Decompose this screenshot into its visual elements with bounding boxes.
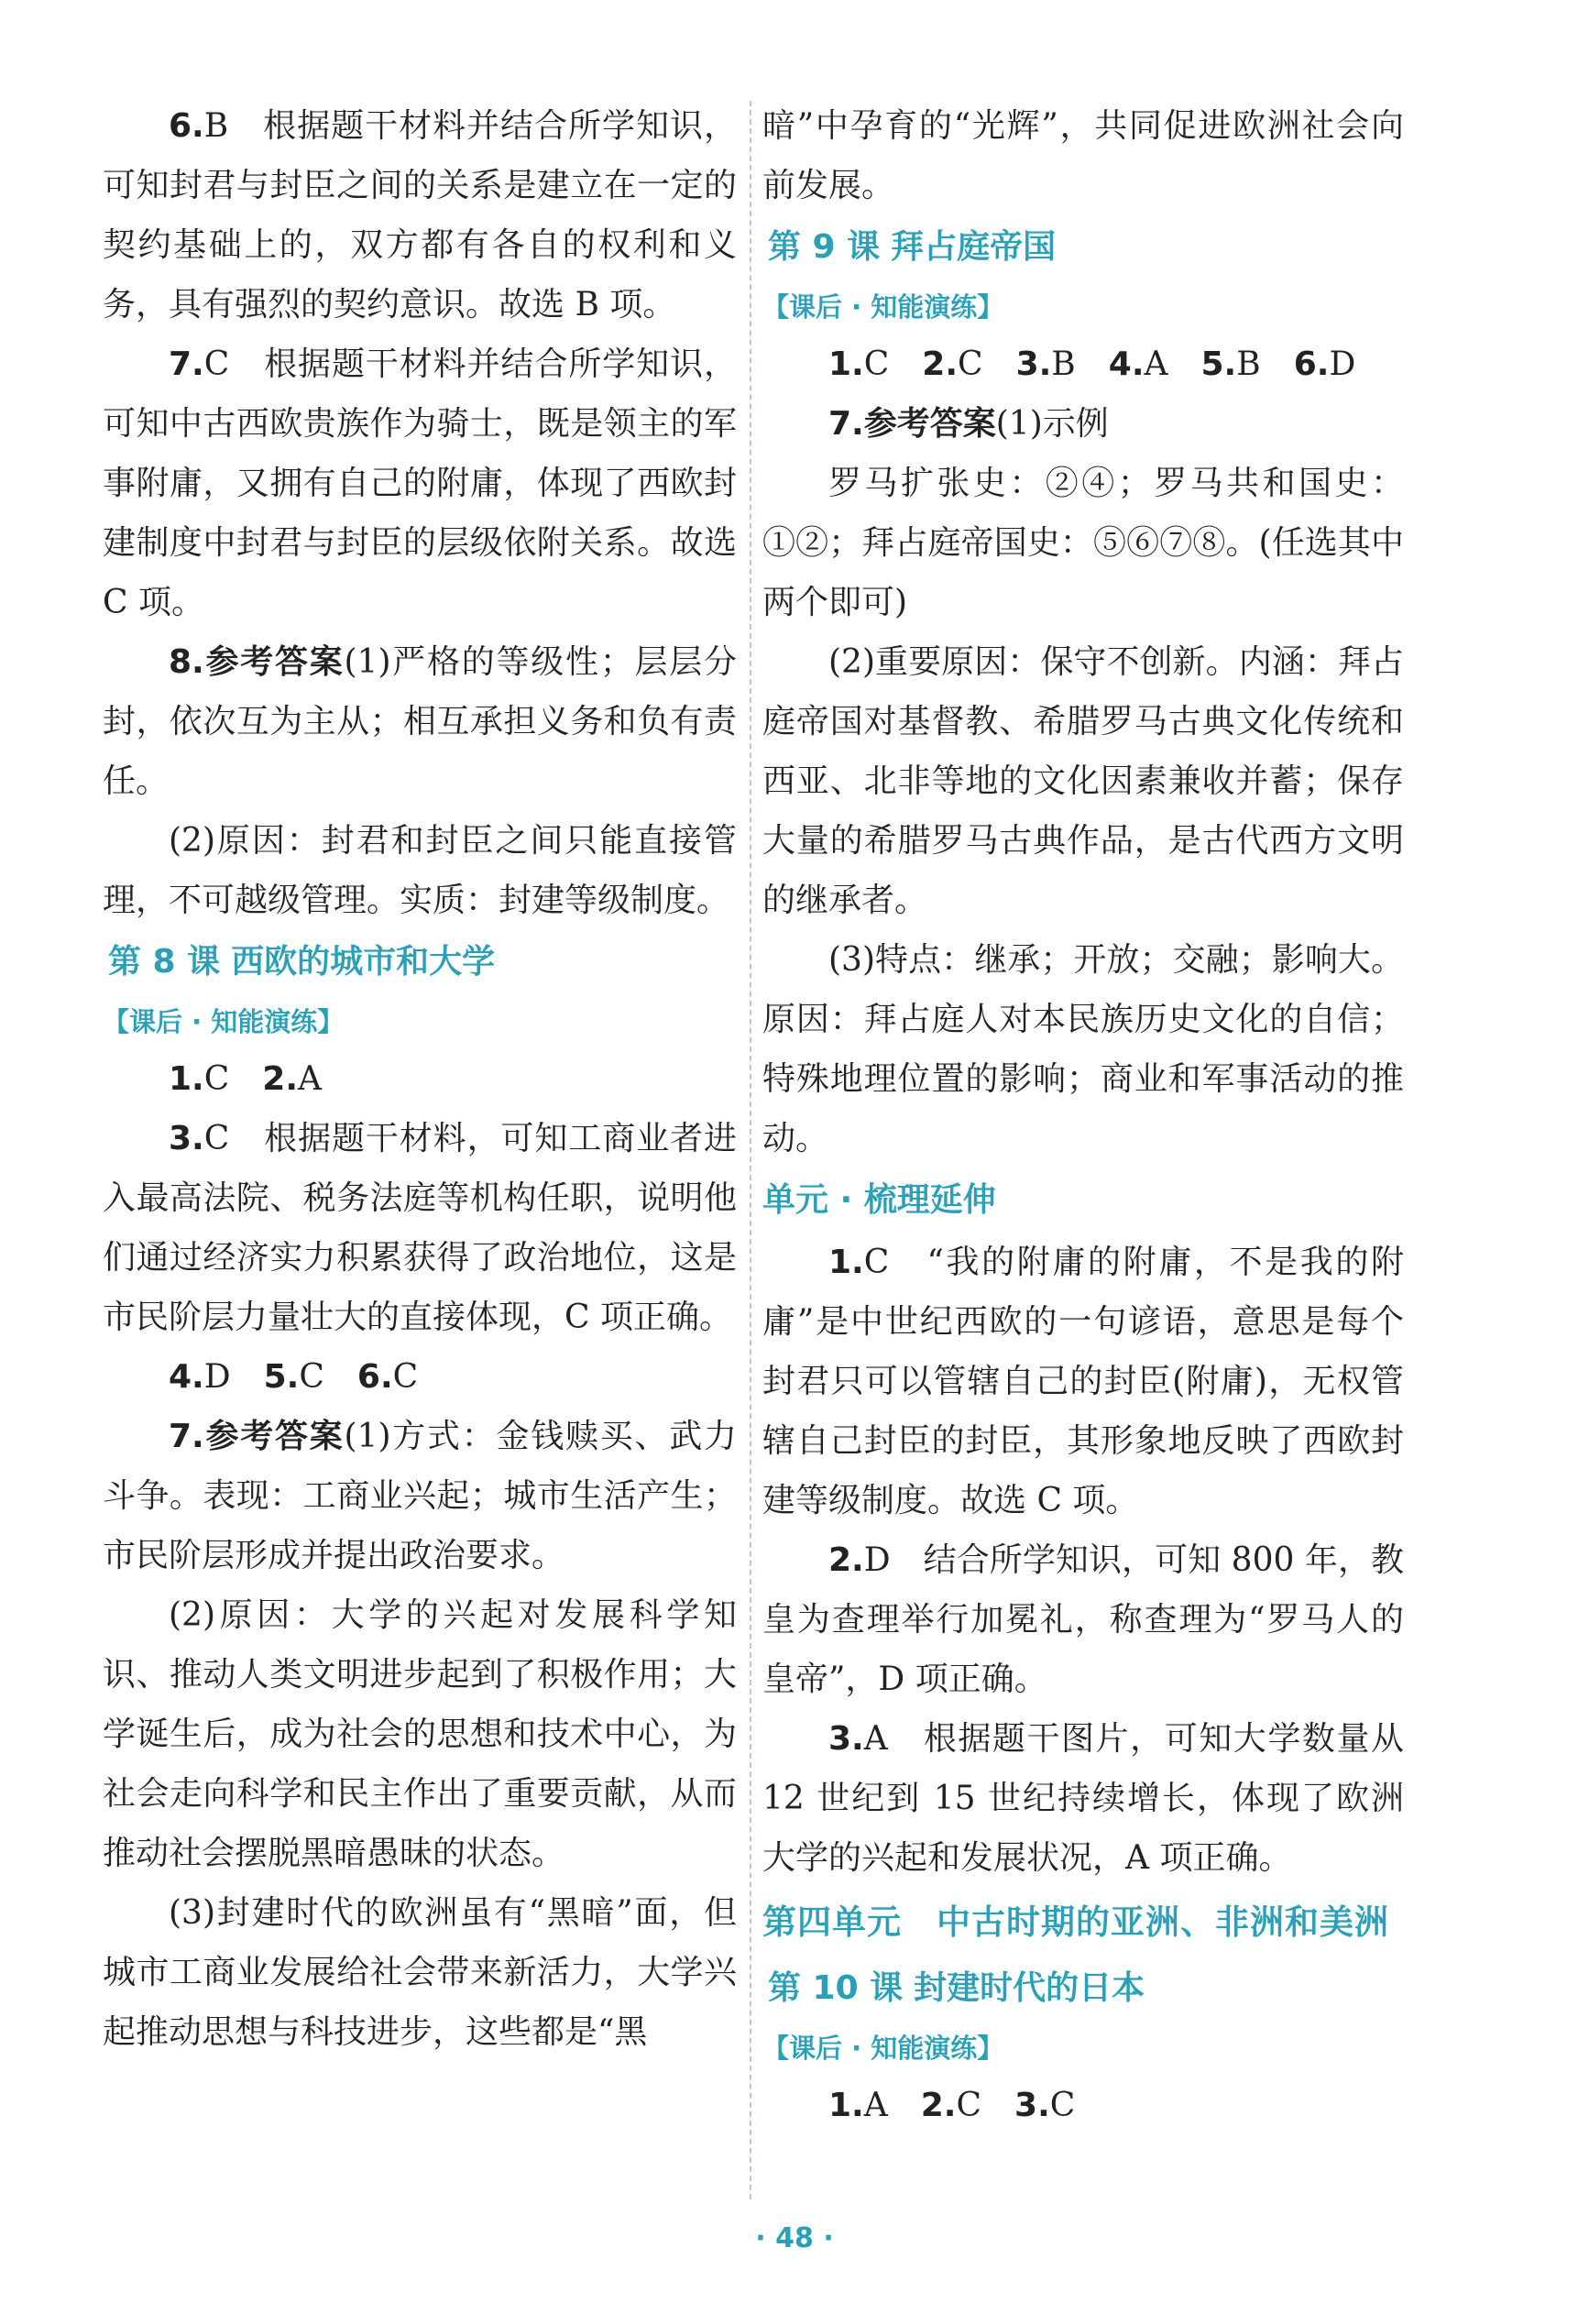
- question-number: 4.: [1108, 345, 1145, 383]
- answer-item: 3.A 根据题干图片，可知大学数量从 12 世纪到 15 世纪持续增长，体现了欧洲大学的兴起和发展状况，A 项正确。: [762, 1720, 1404, 1877]
- answer-choice: A: [863, 2087, 888, 2124]
- answer-row: 4.D 5.C 6.C: [169, 1358, 419, 1396]
- column-divider: [750, 101, 751, 2199]
- unit-review-heading: 单元 · 梳理延伸: [762, 1181, 996, 1219]
- answer-choice: D: [1329, 345, 1356, 383]
- answer-choice: B: [1051, 345, 1076, 383]
- question-number: 1.: [828, 345, 864, 383]
- section-tag: 【课后 · 知能演练】: [103, 1006, 345, 1037]
- answer-row: [762, 2076, 1404, 2135]
- question-number: 3.: [1015, 345, 1052, 383]
- answer-item: 7.C 根据题干材料并结合所学知识，可知中古西欧贵族作为骑士，既是领主的军事附庸，又拥有自己的附庸，体现了西欧封建制度中封君与封臣的层级依附关系。故选 C 项。: [103, 345, 737, 621]
- answer-paragraph: 暗”中孕育的“光辉”，共同促进欧洲社会向前发展。: [762, 107, 1404, 204]
- left-column: [103, 96, 737, 2062]
- answer-row: [762, 334, 1404, 394]
- section-tag: 【课后 · 知能演练】: [762, 2033, 1004, 2064]
- section-tag: 【课后 · 知能演练】: [762, 291, 1004, 323]
- lesson-heading: 第 8 课 西欧的城市和大学: [108, 943, 496, 981]
- answer-paragraph: (3)封建时代的欧洲虽有“黑暗”面，但城市工商业发展给社会带来新活力，大学兴起推动思想与科技进步，这些都是“黑: [103, 1894, 737, 2051]
- answer-item: 2.D 结合所学知识，可知 800 年，教皇为查理举行加冕礼，称查理为“罗马人的皇帝”，D 项正确。: [762, 1541, 1404, 1698]
- answer-item: 7.参考答案(1)示例: [828, 405, 1109, 443]
- answer-item: 6.B 根据题干材料并结合所学知识，可知封君与封臣之间的关系是建立在一定的契约基础上的，双方都有各自的权利和义务，具有强烈的契约意识。故选 B 项。: [103, 107, 737, 323]
- answer-choice: A: [1144, 345, 1168, 383]
- answer-choice: C: [863, 345, 890, 383]
- answer-paragraph: (2)原因：大学的兴起对发展科学知识、推动人类文明进步起到了积极作用；大学诞生后，成为社会的思想和技术中心，为社会走向科学和民主作出了重要贡献，从而推动社会摆脱黑暗愚昧的状态。: [103, 1596, 737, 1872]
- answer-choice: C: [956, 2087, 982, 2124]
- page-number: · 48 ·: [755, 2222, 834, 2254]
- lesson-heading: 第 9 课 拜占庭帝国: [768, 228, 1057, 266]
- answer-item: 3.C 根据题干材料，可知工商业者进入最高法院、税务法庭等机构任职，说明他们通过经济实力积累获得了政治地位，这是市民阶层力量壮大的直接体现，C 项正确。: [103, 1120, 737, 1336]
- unit-heading: 第四单元 中古时期的亚洲、非洲和美洲: [762, 1902, 1389, 1942]
- answer-row: 1.C 2.A: [169, 1060, 323, 1098]
- question-number: 1.: [828, 2087, 864, 2124]
- answer-item: 1.C “我的附庸的附庸，不是我的附庸”是中世纪西欧的一句谚语，意思是每个封君只可以管辖自己的封臣(附庸)，无权管辖自己封臣的封臣，其形象地反映了西欧封建等级制度。故选 C 项。: [762, 1244, 1404, 1519]
- question-number: 3.: [1014, 2087, 1050, 2124]
- answer-paragraph: 罗马扩张史：②④；罗马共和国史：①②；拜占庭帝国史：⑤⑥⑦⑧。(任选其中两个即可): [762, 465, 1404, 621]
- answer-item: 8.参考答案(1)严格的等级性；层层分封，依次互为主从；相互承担义务和负有责任。: [103, 643, 737, 800]
- answer-choice: C: [1049, 2087, 1076, 2124]
- answer-paragraph: (2)重要原因：保守不创新。内涵：拜占庭帝国对基督教、希腊罗马古典文化传统和西亚、北非等地的文化因素兼收并蓄；保存大量的希腊罗马古典作品，是古代西方文明的继承者。: [762, 643, 1404, 919]
- lesson-heading: 第 10 课 封建时代的日本: [768, 1969, 1145, 2007]
- right-column: [762, 96, 1404, 2135]
- answer-paragraph: (3)特点：继承；开放；交融；影响大。原因：拜占庭人对本民族历史文化的自信；特殊地理位置的影响；商业和军事活动的推动。: [762, 941, 1404, 1157]
- answer-choice: B: [1236, 345, 1261, 383]
- answer-item: 7.参考答案(1)方式：金钱赎买、武力斗争。表现：工商业兴起；城市生活产生；市民阶层形成并提出政治要求。: [103, 1418, 737, 1574]
- question-number: 6.: [1293, 345, 1330, 383]
- answer-paragraph: (2)原因：封君和封臣之间只能直接管理，不可越级管理。实质：封建等级制度。: [103, 822, 737, 919]
- question-number: 2.: [922, 345, 959, 383]
- question-number: 5.: [1200, 345, 1237, 383]
- answer-choice: C: [958, 345, 983, 383]
- question-number: 2.: [920, 2087, 957, 2124]
